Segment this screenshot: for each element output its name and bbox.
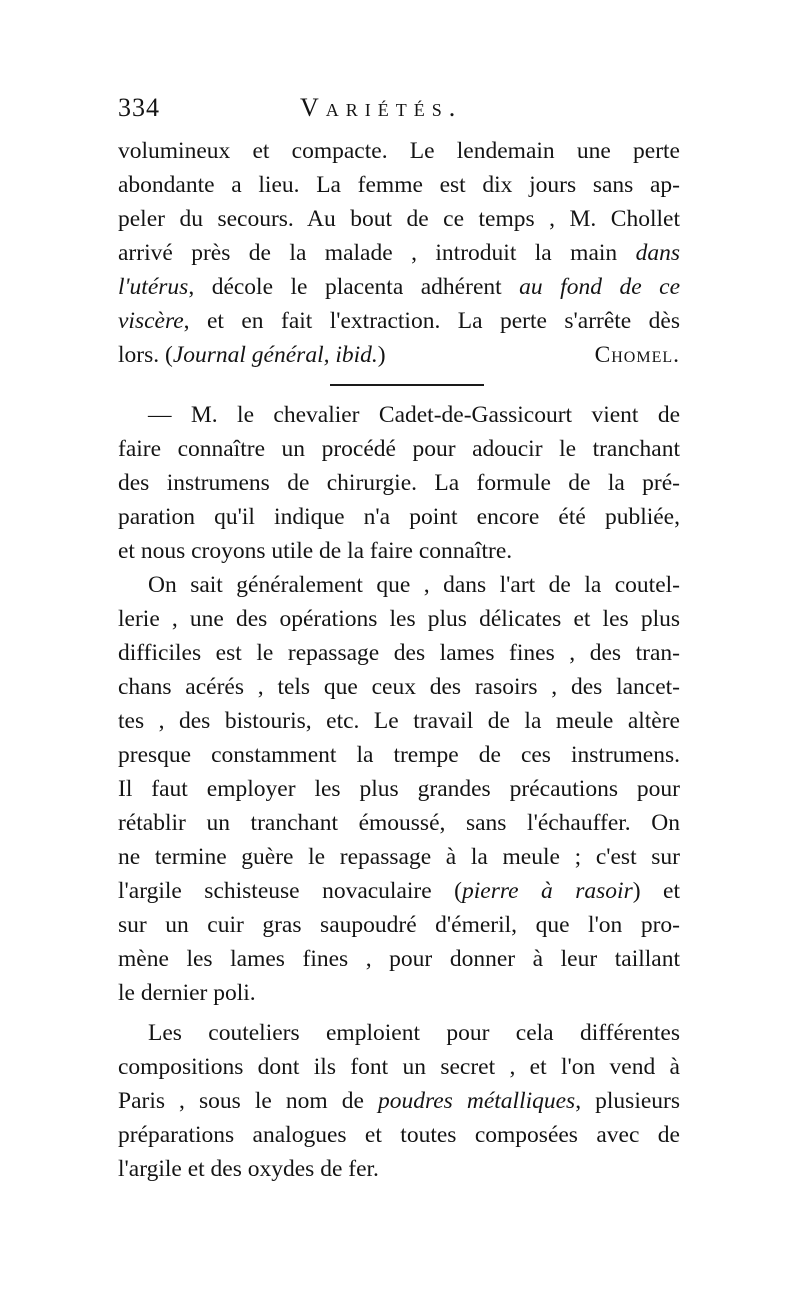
text-span: lors. (	[118, 342, 173, 368]
text-span: , décole le placenta adhérent	[188, 274, 502, 300]
text-line: Les couteliers emploient pour cela différentes	[148, 1020, 680, 1046]
text-line: lerie , une des opérations les plus délicates et les plus	[118, 606, 680, 632]
text-span: ) et	[632, 878, 680, 904]
text-line: peler du secours. Au bout de ce temps , M. Chollet	[118, 206, 680, 232]
text-line: paration qu'il indique n'a point encore été publiée,	[118, 504, 680, 530]
text-span: Paris , sous le nom de	[118, 1088, 364, 1114]
running-head: Variétés.	[300, 93, 463, 122]
text-span: , et en fait l'extraction. La perte s'arrête dès	[183, 308, 680, 334]
text-line: On sait généralement que , dans l'art de la coutel-	[148, 572, 680, 598]
text-line: — M. le chevalier Cadet-de-Gassicourt vient de	[148, 402, 680, 428]
text-line: tes , des bistouris, etc. Le travail de la meule altère	[118, 708, 680, 734]
text-line: Il faut employer les plus grandes précautions pour	[118, 776, 680, 802]
text-line: faire connaître un procédé pour adoucir le tranchant	[118, 436, 680, 462]
text-line: ne termine guère le repassage à la meule ; c'est sur	[118, 844, 680, 870]
italic-span: l'utérus	[118, 274, 189, 300]
italic-span: pierre à rasoir	[461, 878, 633, 904]
text-span: , plusieurs	[575, 1088, 681, 1114]
page-number: 334	[118, 93, 160, 122]
text-line: rétablir un tranchant émoussé, sans l'échauffer. On	[118, 810, 680, 836]
page-header	[118, 88, 678, 128]
text-line: abondante a lieu. La femme est dix jours sans ap-	[118, 172, 680, 198]
italic-span: viscère	[118, 308, 184, 334]
text-line: préparations analogues et toutes composées avec de	[118, 1122, 680, 1148]
journal-citation: Journal général, ibid.	[172, 342, 378, 368]
text-line	[118, 304, 680, 338]
section-divider	[330, 384, 484, 386]
text-line: le dernier poli.	[118, 980, 256, 1006]
text-line: et nous croyons utile de la faire connaître.	[118, 538, 513, 564]
text-span: arrivé près de la malade , introduit la main	[118, 240, 618, 266]
italic-span: poudres métalliques	[377, 1088, 576, 1114]
text-line: presque constamment la trempe de ces instrumens.	[118, 742, 680, 768]
text-line: l'argile et des oxydes de fer.	[118, 1156, 379, 1182]
text-line	[118, 874, 680, 908]
italic-span: au fond de ce	[519, 274, 680, 300]
text-line	[118, 338, 680, 372]
author-signature: Chomel.	[594, 342, 680, 368]
text-line: compositions dont ils font un secret , et l'on vend à	[118, 1054, 680, 1080]
italic-span: dans	[635, 240, 680, 266]
text-span: )	[377, 342, 386, 368]
text-line: sur un cuir gras saupoudré d'émeril, que l'on pro-	[118, 912, 680, 938]
text-line: des instrumens de chirurgie. La formule de la pré-	[118, 470, 680, 496]
text-line	[118, 236, 680, 270]
text-line	[118, 270, 680, 304]
text-line: chans acérés , tels que ceux des rasoirs , des lancet-	[118, 674, 680, 700]
text-line	[118, 1084, 680, 1118]
text-line: mène les lames fines , pour donner à leur taillant	[118, 946, 680, 972]
text-line: difficiles est le repassage des lames fines , des tran-	[118, 640, 680, 666]
text-line: volumineux et compacte. Le lendemain une perte	[118, 138, 680, 164]
text-span: l'argile schisteuse novaculaire (	[118, 878, 462, 904]
